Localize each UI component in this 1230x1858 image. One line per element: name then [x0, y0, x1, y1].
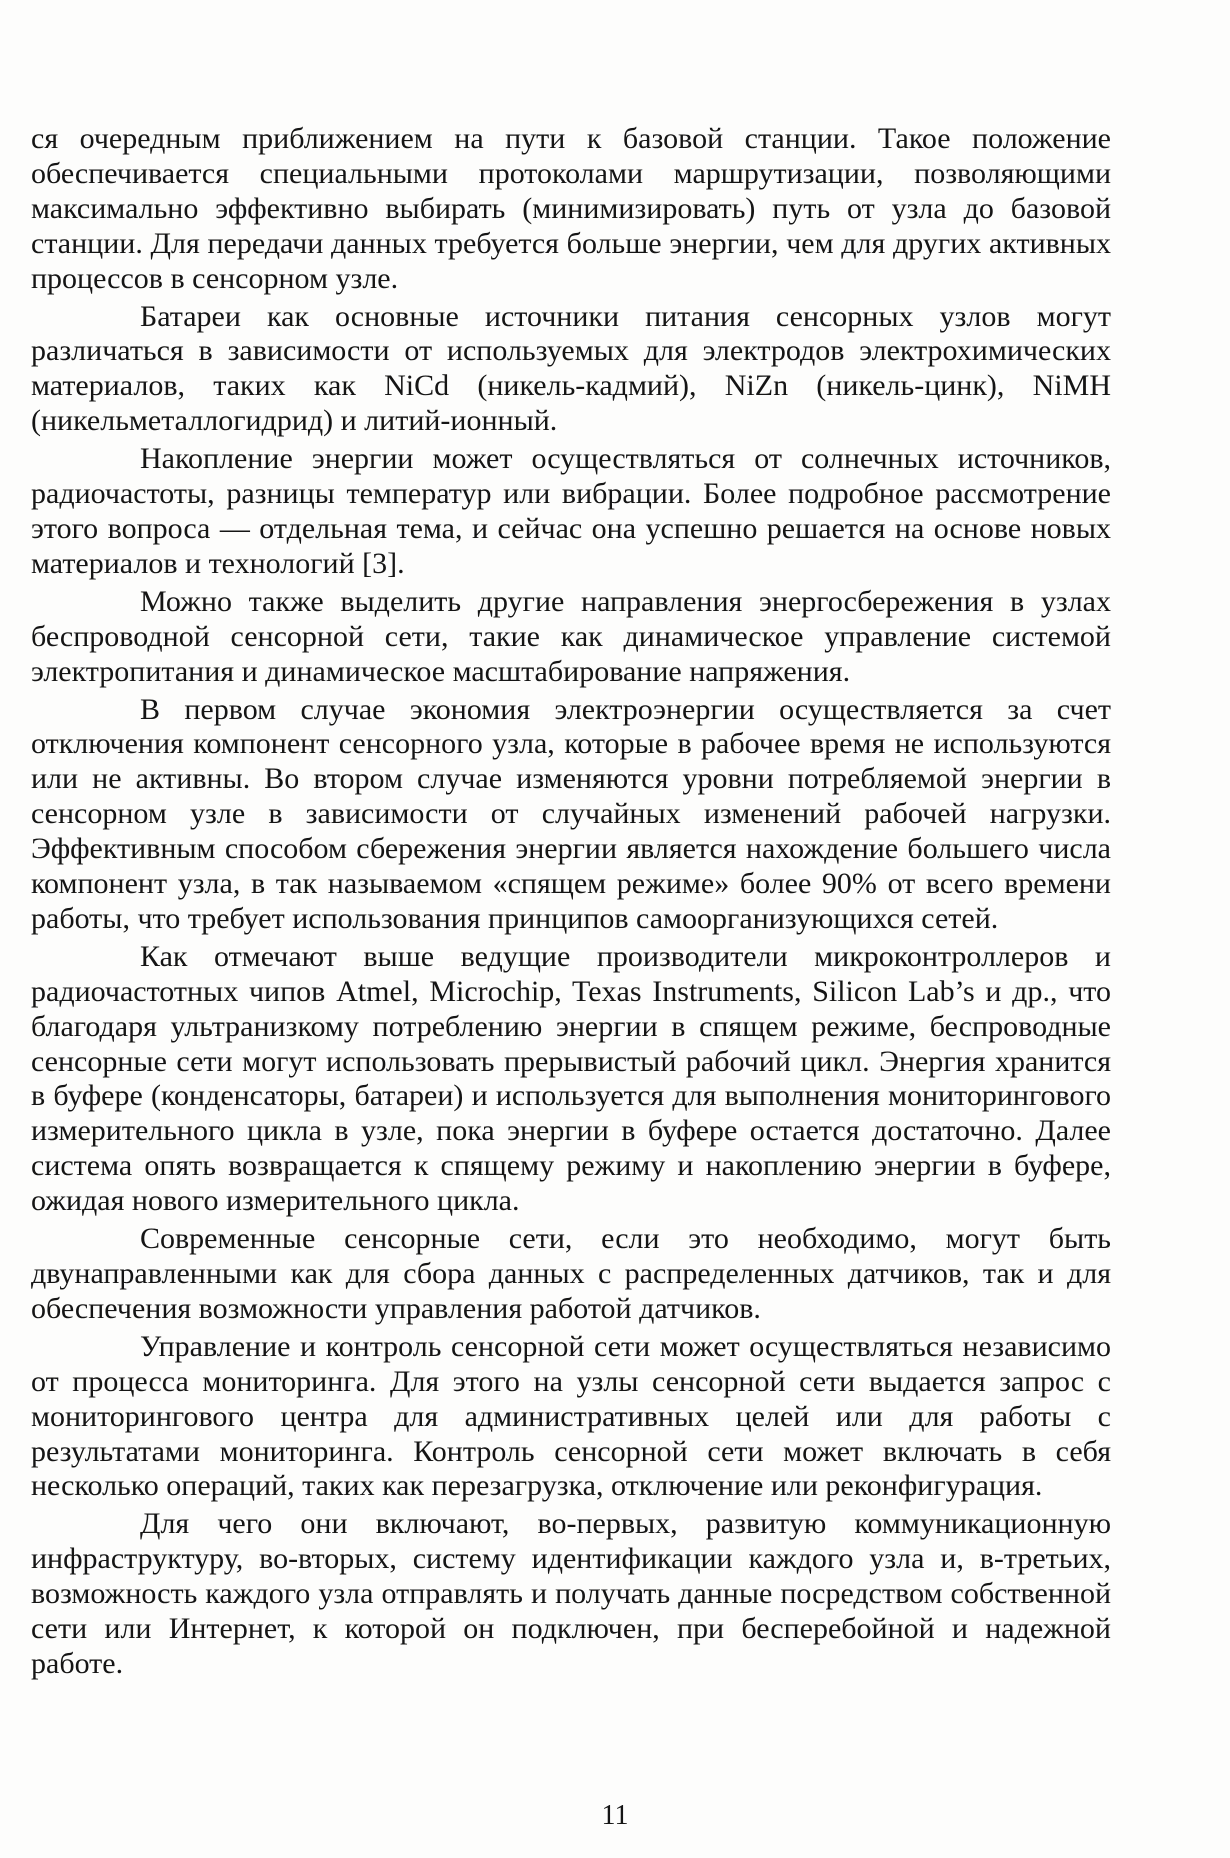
- page-number: 11: [601, 1800, 629, 1831]
- body-text: [31, 122, 1111, 1685]
- paragraph-batteries: Батареи как основные источники питания сенсорных узлов могут различаться в зависимости от используемых для электродов электрохимических материалов, таких как NiCd (никель-кадмий), NiZn (никель-цинк), NiMH (никельметаллогидрид) и литий-ионный.: [31, 299, 1111, 438]
- paragraph-infrastructure: Для чего они включают, во-первых, развитую коммуникационную инфраструктуру, во-вторых, систему идентификации каждого узла и, в-третьих, возможность каждого узла отправлять и получать данные посредством собственной сети или Интернет, к которой он подключен, при бесперебойной и надежной работе.: [31, 1507, 1111, 1680]
- paragraph-energy-saving: Можно также выделить другие направления энергосбережения в узлах беспроводной сенсорной сети, такие как динамическое управление системой электропитания и динамическое масштабирование напряжения.: [31, 584, 1111, 688]
- paragraph-bidirectional: Современные сенсорные сети, если это необходимо, могут быть двунаправленными как для сбора данных с распределенных датчиков, так и для обеспечения возможности управления работой датчиков.: [31, 1222, 1111, 1325]
- paragraph-energy-harvesting: Накопление энергии может осуществляться от солнечных источников, радиочастоты, разницы температур или вибрации. Более подробное рассмотрение этого вопроса — отдельная тема, и сейчас она успешно решается на основе новых материалов и технологий [3].: [31, 442, 1111, 580]
- paragraph-first-case: В первом случае экономия электроэнергии осуществляется за счет отключения компонент сенсорного узла, которые в рабочее время не используются или не активны. Во втором случае изменяются уровни потребляемой энергии в сенсорном узле в зависимости от случайных изменений рабочей нагрузки. Эффективным способом сбережения энергии является нахождение большего числа компонент узла, в так называемом «спящем режиме» более 90% от всего времени работы, что требует использования принципов самоорганизующихся сетей.: [31, 692, 1111, 935]
- paragraph-manufacturers: Как отмечают выше ведущие производители микроконтроллеров и радиочастотных чипов Atmel, Microchip, Texas Instruments, Silicon Lab’s и др., что благодаря ультранизкому потреблению энергии в спящем режиме, беспроводные сенсорные сети могут использовать прерывистый рабочий цикл. Энергия хранится в буфере (конденсаторы, батареи) и используется для выполнения мониторингового измерительного цикла в узле, пока энергии в буфере остается достаточно. Далее система опять возвращается к спящему режиму и накоплению энергии в буфере, ожидая нового измерительного цикла.: [31, 939, 1111, 1218]
- paragraph-continuation: ся очередным приближением на пути к базовой станции. Такое положение обеспечивается специальными протоколами маршрутизации, позволяющими максимально эффективно выбирать (минимизировать) путь от узла до базовой станции. Для передачи данных требуется больше энергии, чем для других активных процессов в сенсорном узле.: [31, 122, 1111, 295]
- paragraph-management: Управление и контроль сенсорной сети может осуществляться независимо от процесса мониторинга. Для этого на узлы сенсорной сети выдается запрос с мониторингового центра для административных целей или для работы с результатами мониторинга. Контроль сенсорной сети может включать в себя несколько операций, таких как перезагрузка, отключение или реконфигурация.: [31, 1329, 1111, 1503]
